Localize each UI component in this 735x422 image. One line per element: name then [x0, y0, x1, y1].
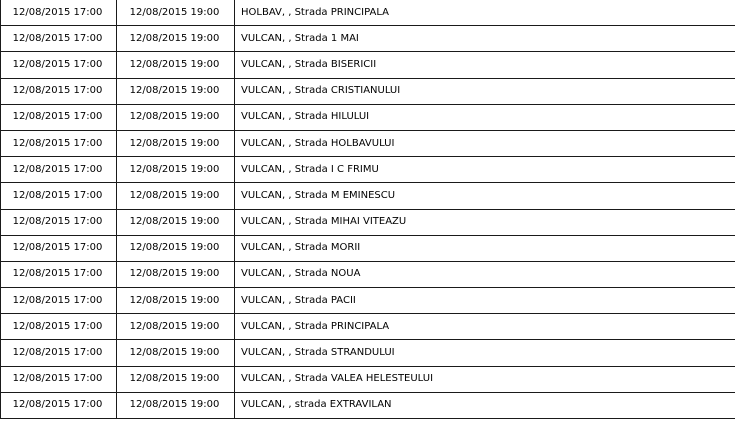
end-time-cell: 12/08/2015 19:00	[117, 235, 235, 261]
table-body	[1, 0, 735, 419]
start-time-cell: 12/08/2015 17:00	[1, 0, 117, 26]
start-time-cell: 12/08/2015 17:00	[1, 340, 117, 366]
table-row	[1, 314, 735, 340]
start-time-cell: 12/08/2015 17:00	[1, 366, 117, 392]
table-row	[1, 340, 735, 366]
table-row	[1, 261, 735, 287]
location-cell: VULCAN, , Strada HILULUI	[235, 104, 735, 130]
end-time-cell: 12/08/2015 19:00	[117, 104, 235, 130]
location-cell: VULCAN, , Strada BISERICII	[235, 52, 735, 78]
end-time-cell: 12/08/2015 19:00	[117, 288, 235, 314]
location-cell: VULCAN, , Strada HOLBAVULUI	[235, 130, 735, 156]
end-time-cell: 12/08/2015 19:00	[117, 314, 235, 340]
table-row	[1, 52, 735, 78]
table-row	[1, 288, 735, 314]
start-time-cell: 12/08/2015 17:00	[1, 26, 117, 52]
location-cell: VULCAN, , Strada MORII	[235, 235, 735, 261]
table-row	[1, 392, 735, 418]
location-cell: VULCAN, , Strada CRISTIANULUI	[235, 78, 735, 104]
location-cell: VULCAN, , Strada M EMINESCU	[235, 183, 735, 209]
table-row	[1, 183, 735, 209]
start-time-cell: 12/08/2015 17:00	[1, 183, 117, 209]
location-cell: VULCAN, , Strada I C FRIMU	[235, 157, 735, 183]
location-cell: VULCAN, , Strada STRANDULUI	[235, 340, 735, 366]
start-time-cell: 12/08/2015 17:00	[1, 52, 117, 78]
table-row	[1, 235, 735, 261]
table-row	[1, 0, 735, 26]
end-time-cell: 12/08/2015 19:00	[117, 183, 235, 209]
location-cell: VULCAN, , Strada MIHAI VITEAZU	[235, 209, 735, 235]
table-row	[1, 366, 735, 392]
start-time-cell: 12/08/2015 17:00	[1, 261, 117, 287]
table-row	[1, 104, 735, 130]
location-cell: VULCAN, , Strada NOUA	[235, 261, 735, 287]
start-time-cell: 12/08/2015 17:00	[1, 235, 117, 261]
end-time-cell: 12/08/2015 19:00	[117, 392, 235, 418]
start-time-cell: 12/08/2015 17:00	[1, 288, 117, 314]
table-row	[1, 78, 735, 104]
location-cell: VULCAN, , strada EXTRAVILAN	[235, 392, 735, 418]
location-cell: VULCAN, , Strada VALEA HELESTEULUI	[235, 366, 735, 392]
location-cell: VULCAN, , Strada 1 MAI	[235, 26, 735, 52]
location-cell: VULCAN, , Strada PRINCIPALA	[235, 314, 735, 340]
end-time-cell: 12/08/2015 19:00	[117, 0, 235, 26]
end-time-cell: 12/08/2015 19:00	[117, 209, 235, 235]
end-time-cell: 12/08/2015 19:00	[117, 261, 235, 287]
end-time-cell: 12/08/2015 19:00	[117, 340, 235, 366]
table-row	[1, 157, 735, 183]
start-time-cell: 12/08/2015 17:00	[1, 157, 117, 183]
location-cell: HOLBAV, , Strada PRINCIPALA	[235, 0, 735, 26]
end-time-cell: 12/08/2015 19:00	[117, 26, 235, 52]
end-time-cell: 12/08/2015 19:00	[117, 78, 235, 104]
end-time-cell: 12/08/2015 19:00	[117, 366, 235, 392]
end-time-cell: 12/08/2015 19:00	[117, 52, 235, 78]
table-row	[1, 130, 735, 156]
table-row	[1, 209, 735, 235]
start-time-cell: 12/08/2015 17:00	[1, 314, 117, 340]
start-time-cell: 12/08/2015 17:00	[1, 104, 117, 130]
table-row	[1, 26, 735, 52]
location-cell: VULCAN, , Strada PACII	[235, 288, 735, 314]
start-time-cell: 12/08/2015 17:00	[1, 209, 117, 235]
start-time-cell: 12/08/2015 17:00	[1, 78, 117, 104]
end-time-cell: 12/08/2015 19:00	[117, 157, 235, 183]
end-time-cell: 12/08/2015 19:00	[117, 130, 235, 156]
start-time-cell: 12/08/2015 17:00	[1, 392, 117, 418]
start-time-cell: 12/08/2015 17:00	[1, 130, 117, 156]
